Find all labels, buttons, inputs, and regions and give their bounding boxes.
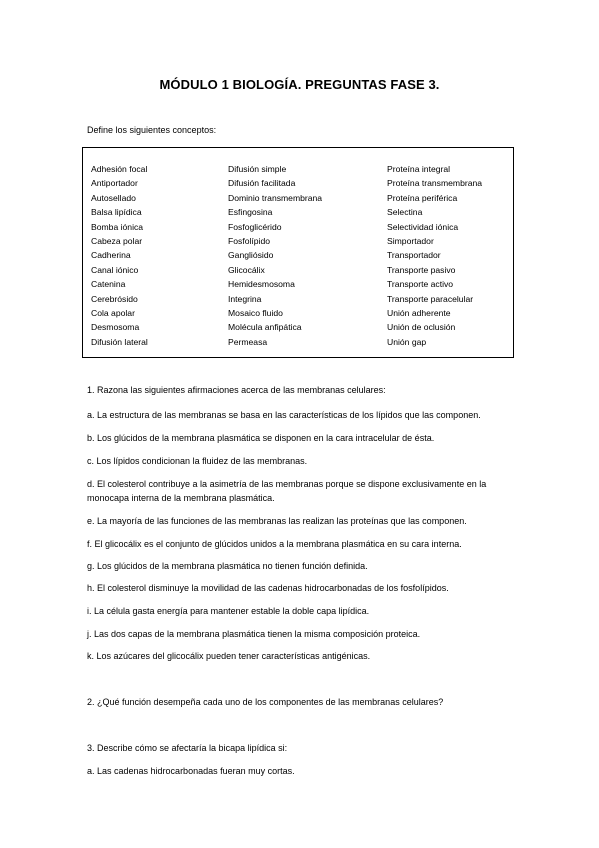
question-1-item-d: d. El colesterol contribuye a la asimetría de las membranas porque se dispone exclusivamente en la monocapa interna de la membrana plasmática.	[87, 479, 487, 503]
concept-term: Transporte activo	[387, 279, 454, 290]
concept-term: Autosellado	[91, 192, 136, 203]
concept-term: Fosfolípido	[228, 236, 271, 247]
concept-term: Selectina	[387, 207, 423, 218]
concept-term: Difusión lateral	[91, 336, 148, 347]
concept-term: Proteína integral	[387, 164, 451, 174]
question-1-item-g: g. Los glúcidos de la membrana plasmática no tienen función definida.	[87, 561, 368, 571]
concept-term: Molécula anfipática	[228, 322, 302, 333]
concept-term: Proteína periférica	[387, 192, 458, 203]
concept-term: Unión gap	[387, 336, 427, 347]
question-1-item-f: f. El glicocálix es el conjunto de glúcidos unidos a la membrana plasmática en su cara interna.	[87, 539, 462, 549]
concept-term: Dominio transmembrana	[228, 192, 323, 203]
concepts-intro: Define los siguientes conceptos:	[87, 125, 217, 135]
concept-term: Cerebrósido	[91, 293, 138, 304]
question-1-item-b: b. Los glúcidos de la membrana plasmática se disponen en la cara intracelular de ésta.	[87, 433, 435, 443]
question-1-item-i: i. La célula gasta energía para mantener estable la doble capa lipídica.	[87, 606, 370, 616]
question-3-item-a: a. Las cadenas hidrocarbonadas fueran muy cortas.	[87, 766, 295, 776]
concept-term: Catenina	[91, 279, 126, 290]
concepts-column-2	[228, 162, 322, 349]
concept-term: Gangliósido	[228, 250, 274, 261]
concept-term: Unión de oclusión	[387, 322, 456, 333]
concept-term: Cola apolar	[91, 308, 135, 319]
concept-term: Canal iónico	[91, 264, 139, 275]
concept-term: Difusión simple	[228, 164, 287, 174]
question-3-heading: 3. Describe cómo se afectaría la bicapa lipídica si:	[87, 743, 288, 753]
concept-term: Antiportador	[91, 178, 138, 189]
concept-term: Difusión facilitada	[228, 178, 296, 189]
concept-term: Desmosoma	[91, 322, 140, 333]
concepts-box	[82, 147, 514, 358]
concept-term: Adhesión focal	[91, 164, 148, 174]
question-1-item-c: c. Los lípidos condicionan la fluidez de las membranas.	[87, 456, 308, 466]
concepts-column-1	[91, 162, 148, 349]
concept-term: Unión adherente	[387, 308, 451, 319]
question-2-heading: 2. ¿Qué función desempeña cada uno de los componentes de las membranas celulares?	[87, 697, 444, 707]
page-title: MÓDULO 1 BIOLOGÍA. PREGUNTAS FASE 3.	[159, 77, 440, 92]
concept-term: Cabeza polar	[91, 236, 143, 247]
concepts-column-3	[387, 162, 482, 349]
concept-term: Mosaico fluido	[228, 308, 283, 319]
concept-term: Hemidesmosoma	[228, 279, 295, 290]
question-1-item-j: j. Las dos capas de la membrana plasmática tienen la misma composición proteica.	[87, 629, 421, 639]
question-1-item-a: a. La estructura de las membranas se basa en las características de los lípidos que las componen.	[87, 410, 481, 420]
concept-term: Selectividad iónica	[387, 221, 459, 232]
question-1-item-k: k. Los azúcares del glicocálix pueden tener características antigénicas.	[87, 651, 371, 661]
concept-term: Integrina	[228, 293, 262, 304]
concept-term: Transporte paracelular	[387, 293, 474, 304]
question-1-heading: 1. Razona las siguientes afirmaciones acerca de las membranas celulares:	[87, 385, 386, 395]
concept-term: Bomba iónica	[91, 221, 144, 232]
concept-term: Esfingosina	[228, 207, 273, 218]
concept-term: Fosfoglicérido	[228, 221, 282, 232]
concept-term: Permeasa	[228, 336, 268, 347]
question-1-item-e: e. La mayoría de las funciones de las membranas las realizan las proteínas que las componen.	[87, 516, 467, 526]
concept-term: Balsa lipídica	[91, 207, 142, 218]
concept-term: Glicocálix	[228, 264, 265, 275]
concept-term: Cadherina	[91, 250, 131, 261]
concept-term: Transporte pasivo	[387, 264, 456, 275]
concept-term: Simportador	[387, 236, 434, 247]
concept-term: Proteína transmembrana	[387, 178, 483, 189]
question-1-item-h: h. El colesterol disminuye la movilidad de las cadenas hidrocarbonadas de los fosfolípidos.	[87, 583, 449, 593]
concept-term: Transportador	[387, 250, 441, 261]
